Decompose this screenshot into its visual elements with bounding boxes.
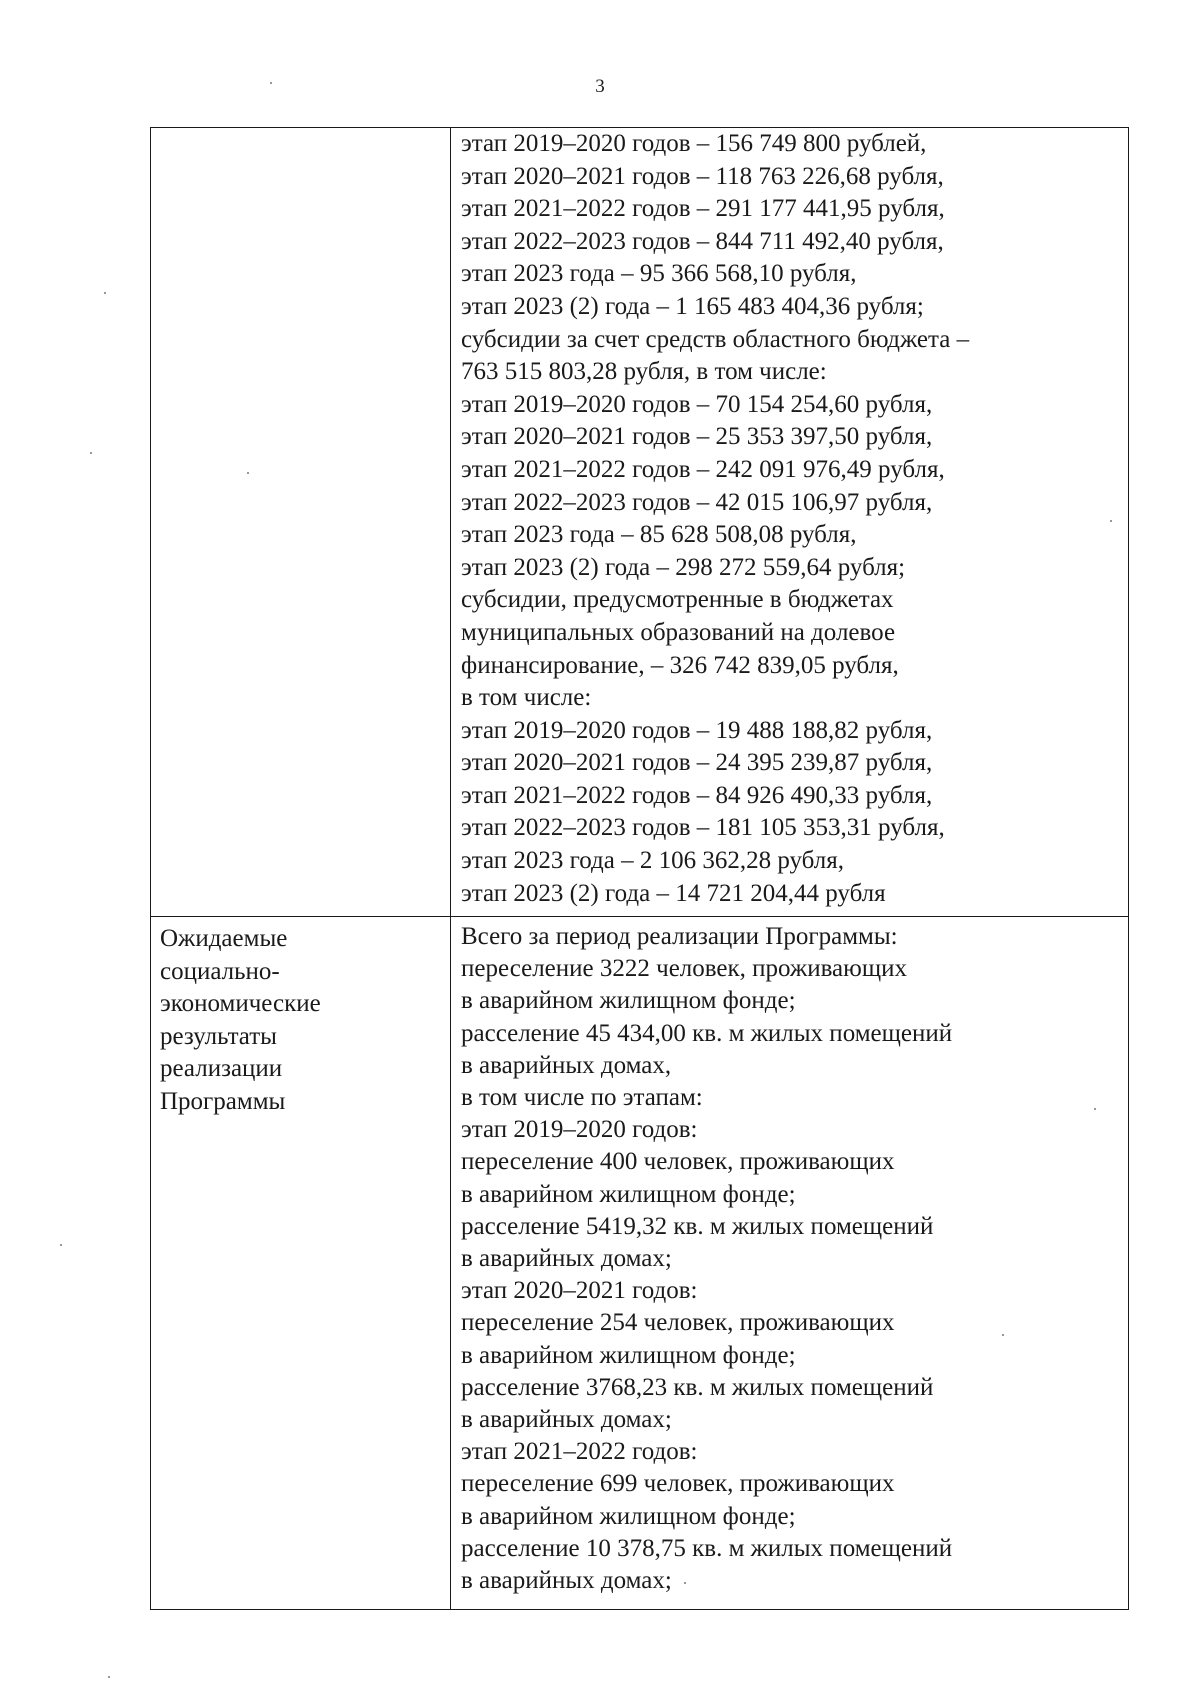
funding-content-cell	[451, 128, 1129, 917]
results-content-cell	[451, 917, 1129, 1610]
results-label-line: социально-	[160, 957, 280, 985]
funding-line: этап 2020–2021 годов – 118 763 226,68 рубля,	[461, 162, 944, 190]
funding-line: этап 2023 года – 85 628 508,08 рубля,	[461, 521, 857, 549]
scan-speck	[247, 472, 249, 474]
scan-speck	[1002, 1334, 1004, 1336]
results-label-line: результаты	[160, 1022, 277, 1050]
scan-speck	[104, 292, 106, 294]
funding-line: этап 2023 (2) года – 14 721 204,44 рубля	[461, 879, 886, 907]
page-number: 3	[595, 76, 605, 97]
results-line: переселение 254 человек, проживающих	[461, 1309, 895, 1337]
results-line: этап 2020–2021 годов:	[461, 1277, 698, 1305]
funding-text	[451, 128, 1128, 916]
funding-line: муниципальных образований на долевое	[461, 618, 896, 646]
results-label-line: Программы	[160, 1087, 286, 1115]
funding-line: этап 2023 (2) года – 1 165 483 404,36 рубля;	[461, 292, 924, 320]
results-line: переселение 3222 человек, проживающих	[461, 955, 907, 983]
results-line: в аварийном жилищном фонде;	[461, 987, 796, 1015]
results-line: в аварийных домах;	[461, 1245, 672, 1273]
funding-line: этап 2023 года – 95 366 568,10 рубля,	[461, 260, 857, 288]
funding-line: этап 2020–2021 годов – 24 395 239,87 рубля,	[461, 749, 933, 777]
results-line: в том числе по этапам:	[461, 1084, 703, 1112]
scan-speck	[1094, 1108, 1096, 1110]
funding-line: этап 2019–2020 годов – 156 749 800 рублей,	[461, 130, 927, 157]
results-line: в аварийных домах;	[461, 1567, 672, 1595]
funding-line: этап 2019–2020 годов – 19 488 188,82 рубля,	[461, 716, 933, 744]
results-line: расселение 45 434,00 кв. м жилых помещений	[461, 1019, 953, 1047]
results-label-cell	[151, 917, 451, 1610]
results-line: этап 2021–2022 годов:	[461, 1438, 698, 1466]
funding-line: этап 2022–2023 годов – 181 105 353,31 рубля,	[461, 814, 945, 842]
funding-line: 763 515 803,28 рубля, в том числе:	[461, 358, 827, 386]
results-line: в аварийном жилищном фонде;	[461, 1502, 796, 1530]
scan-speck	[90, 452, 92, 454]
passport-table	[150, 127, 1129, 1610]
results-label-line: экономические	[160, 990, 321, 1018]
funding-line: субсидии за счет средств областного бюджета –	[461, 325, 970, 353]
results-line: этап 2019–2020 годов:	[461, 1116, 698, 1144]
funding-line: в том числе:	[461, 684, 592, 712]
funding-line: этап 2023 года – 2 106 362,28 рубля,	[461, 847, 844, 875]
results-label	[151, 917, 450, 1123]
funding-line: финансирование, – 326 742 839,05 рубля,	[461, 651, 899, 679]
funding-line: субсидии, предусмотренные в бюджетах	[461, 586, 894, 614]
table-row-funding	[151, 128, 1129, 917]
results-label-line: реализации	[160, 1055, 283, 1083]
funding-line: этап 2021–2022 годов – 242 091 976,49 рубля,	[461, 455, 945, 483]
results-line: расселение 5419,32 кв. м жилых помещений	[461, 1212, 934, 1240]
funding-line: этап 2021–2022 годов – 84 926 490,33 рубля,	[461, 781, 933, 809]
results-line: в аварийных домах;	[461, 1406, 672, 1434]
funding-line: этап 2021–2022 годов – 291 177 441,95 рубля,	[461, 195, 945, 223]
scan-speck	[1110, 520, 1112, 522]
results-line: в аварийном жилищном фонде;	[461, 1180, 796, 1208]
funding-label-cell	[151, 128, 451, 917]
results-line: Всего за период реализации Программы:	[461, 923, 898, 950]
results-line: переселение 400 человек, проживающих	[461, 1148, 895, 1176]
results-text	[451, 917, 1128, 1609]
results-label-line: Ожидаемые	[160, 925, 288, 952]
table-row-results	[151, 917, 1129, 1610]
scan-speck	[684, 1582, 686, 1584]
results-line: в аварийных домах,	[461, 1051, 672, 1079]
funding-line: этап 2023 (2) года – 298 272 559,64 рубля;	[461, 553, 906, 581]
funding-line: этап 2022–2023 годов – 844 711 492,40 рубля,	[461, 227, 944, 255]
empty-label-area	[151, 128, 450, 916]
scan-speck	[108, 1676, 110, 1678]
funding-line: этап 2022–2023 годов – 42 015 106,97 рубля,	[461, 488, 933, 516]
results-line: расселение 3768,23 кв. м жилых помещений	[461, 1373, 934, 1401]
results-line: расселение 10 378,75 кв. м жилых помещений	[461, 1534, 953, 1562]
results-line: переселение 699 человек, проживающих	[461, 1470, 895, 1498]
results-line: в аварийном жилищном фонде;	[461, 1341, 796, 1369]
scan-speck	[270, 82, 272, 84]
funding-line: этап 2020–2021 годов – 25 353 397,50 рубля,	[461, 423, 933, 451]
scan-speck	[60, 1244, 62, 1246]
funding-line: этап 2019–2020 годов – 70 154 254,60 рубля,	[461, 390, 933, 418]
